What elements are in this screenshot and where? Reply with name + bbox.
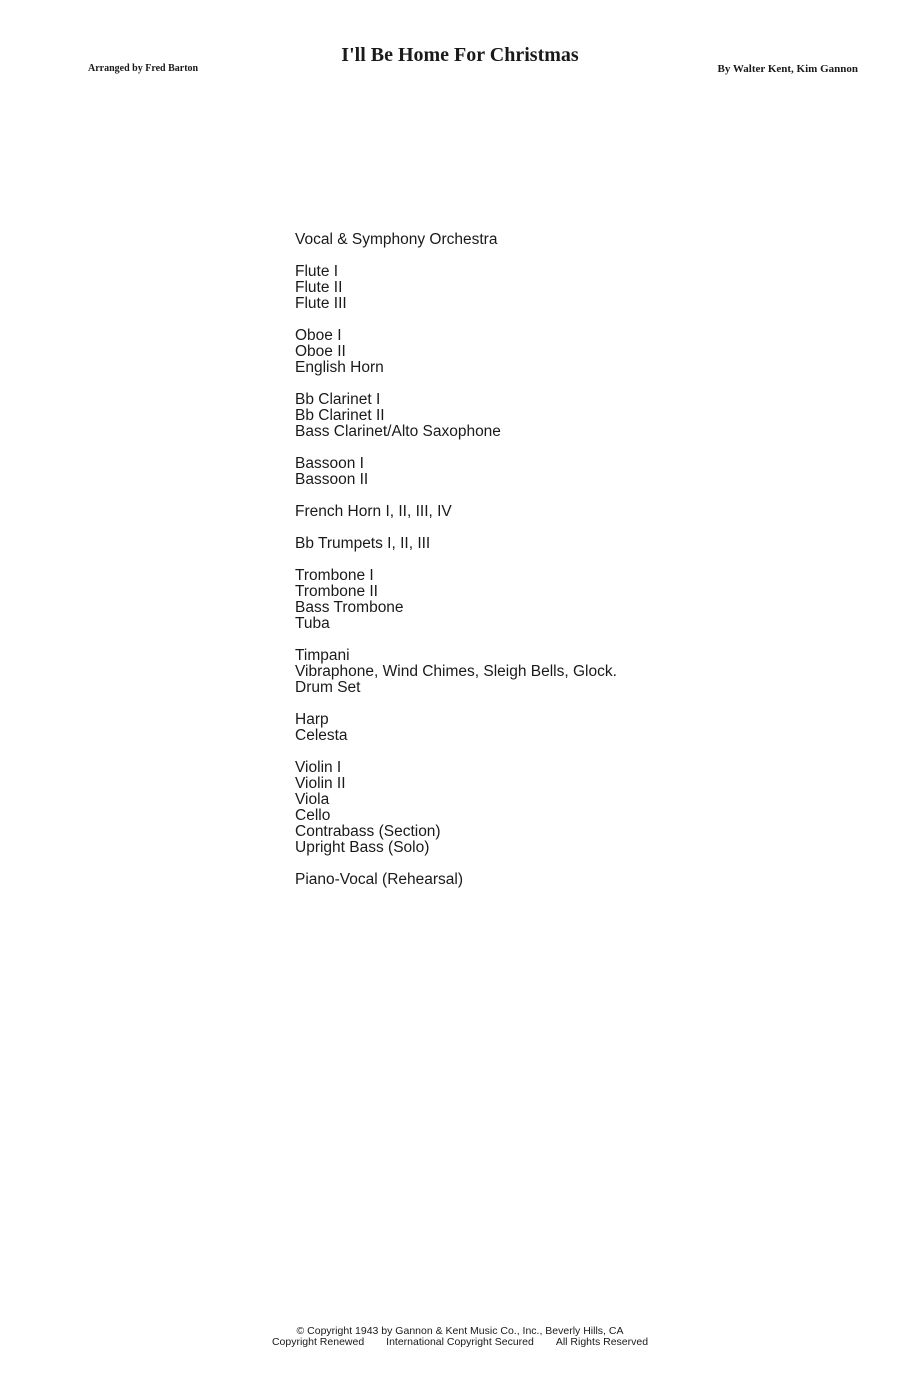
page-title: I'll Be Home For Christmas [341, 44, 579, 66]
instrumentation-list [295, 232, 617, 888]
instrument-item: Violin II [295, 775, 346, 792]
instrument-item: Upright Bass (Solo) [295, 839, 430, 856]
instrument-item: Oboe I [295, 327, 342, 344]
instrument-item: Harp [295, 711, 329, 728]
instrument-group [295, 648, 617, 696]
instrument-group [295, 504, 617, 520]
instrument-item: Bass Clarinet/Alto Saxophone [295, 423, 501, 440]
instrument-group [295, 760, 617, 856]
instrument-item: Violin I [295, 759, 342, 776]
instrument-group [295, 536, 617, 552]
instrument-item: Viola [295, 791, 330, 808]
instrument-group [295, 568, 617, 632]
arranger-credit: Arranged by Fred Barton [88, 63, 199, 74]
instrument-group [295, 456, 617, 488]
instrument-item: English Horn [295, 359, 384, 376]
rights-reserved: All Rights Reserved [555, 1336, 649, 1348]
instrument-item: Bass Trombone [295, 599, 404, 616]
instrument-item: Oboe II [295, 343, 346, 360]
instrument-item: Piano-Vocal (Rehearsal) [295, 871, 464, 888]
instrument-group [295, 264, 617, 312]
instrument-group [295, 712, 617, 744]
copyright-line: © Copyright 1943 by Gannon & Kent Music Co., Inc., Beverly Hills, CA [296, 1325, 624, 1337]
instrument-item: French Horn I, II, III, IV [295, 503, 452, 520]
instrument-item: Bb Trumpets I, II, III [295, 535, 431, 552]
instrument-item: Timpani [295, 647, 350, 664]
instrument-item: Contrabass (Section) [295, 823, 441, 840]
instrument-group [295, 392, 617, 440]
instrument-item: Celesta [295, 727, 348, 744]
instrument-item: Cello [295, 807, 331, 824]
composer-credit: By Walter Kent, Kim Gannon [717, 63, 858, 75]
instrument-item: Bb Clarinet I [295, 391, 381, 408]
instrument-item: Bassoon I [295, 455, 364, 472]
rights-line [0, 1337, 900, 1348]
instrument-item: Drum Set [295, 679, 361, 696]
instrument-item: Bassoon II [295, 471, 369, 488]
instrument-groups [295, 264, 617, 888]
copyright-secured: International Copyright Secured [386, 1336, 534, 1348]
instrument-item: Tuba [295, 615, 330, 632]
instrumentation-heading: Vocal & Symphony Orchestra [295, 231, 498, 248]
instrument-item: Vibraphone, Wind Chimes, Sleigh Bells, Glock. [295, 663, 617, 680]
instrument-item: Trombone II [295, 583, 378, 600]
instrument-item: Flute II [295, 279, 343, 296]
instrument-group [295, 328, 617, 376]
instrument-item: Flute III [295, 295, 347, 312]
copyright-renewed: Copyright Renewed [271, 1336, 365, 1348]
instrument-item: Flute I [295, 263, 339, 280]
instrument-group [295, 872, 617, 888]
copyright-notice [0, 1326, 900, 1348]
instrument-item: Bb Clarinet II [295, 407, 385, 424]
instrument-item: Trombone I [295, 567, 374, 584]
